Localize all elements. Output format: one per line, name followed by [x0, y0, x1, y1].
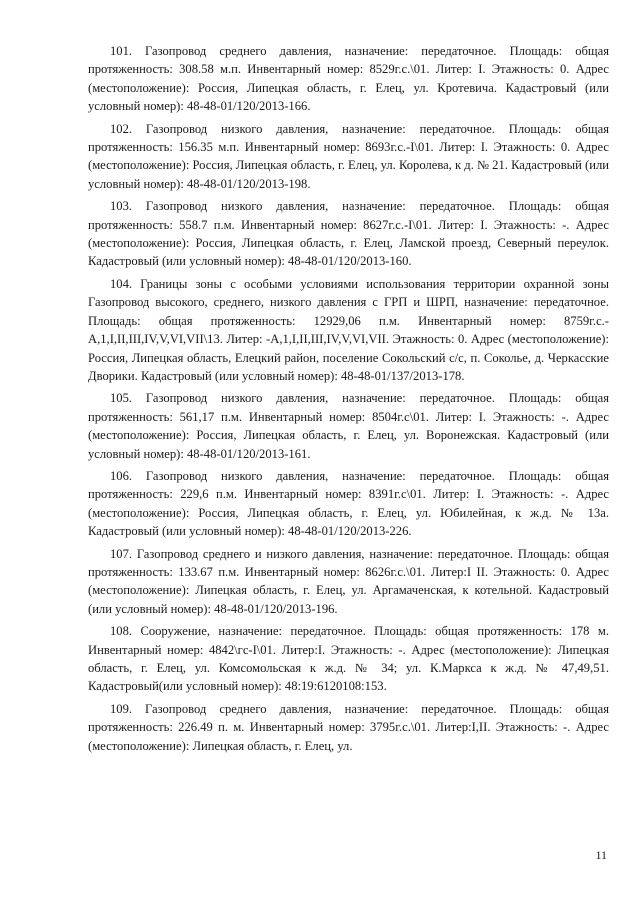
- list-item-101: 101. Газопровод среднего давления, назначение: передаточное. Площадь: общая протяженность: 308.58 м.п. Инвентарный номер: 8529г.с.\01. Литер: I. Этажность: 0. Адрес (местоположение): Россия, Липецкая область, г. Елец, ул. Кротевича. Кадастровый (или условный номер): 48-48-01/120/2013-166.: [88, 44, 609, 114]
- document-body: [88, 42, 609, 759]
- list-item-106: 106. Газопровод низкого давления, назначение: передаточное. Площадь: общая протяженность: 229,6 п.м. Инвентарный номер: 8391г.с\01. Литер: I. Этажность: -. Адрес (местоположение): Россия, Липецкая область, г. Елец, ул. Юбилейная, к ж.д. № 13а. Кадастровый (или условный номер): 48-48-01/120/2013-226.: [88, 468, 609, 539]
- list-item-109: 109. Газопровод среднего давления, назначение: передаточное. Площадь: общая протяженность: 226.49 п. м. Инвентарный номер: 3795г.с.\01. Литер:I,II. Этажность: -. Адрес (местоположение): Липецкая область, г. Елец, ул.: [88, 701, 609, 753]
- list-item-104: 104. Границы зоны с особыми условиями использования территории охранной зоны Газопровод высокого, среднего, низкого давления с ГРП и ШРП, назначение: передаточное. Площадь: общая протяженность: 12929,06 п.м. Инвентарный номер: 8759г.с.-А,1,I,II,III,IV,V,VI,VII\13. Литер: -А,1,I,II,III,IV,V,VI,VII. Этажность: 0. Адрес (местоположение): Россия, Липецкая область, Елецкий район, поселение Сокольский с/с, п. Соколье, д. Черкасские Дворики. Кадастровый (или условный номер): 48-48-01/137/2013-178.: [88, 276, 609, 383]
- list-item-105: 105. Газопровод низкого давления, назначение: передаточное. Площадь: общая протяженность: 561,17 п.м. Инвентарный номер: 8504г.с\01. Литер: I. Этажность: -. Адрес (местоположение): Россия, Липецкая область, г. Елец, ул. Воронежская. Кадастровый (или условный номер): 48-48-01/120/2013-161.: [88, 391, 609, 461]
- list-item-108: 108. Сооружение, назначение: передаточное. Площадь: общая протяженность: 178 м. Инвентарный номер: 4842\гс-I\01. Литер:I. Этажность: -. Адрес (местоположение): Липецкая область, г. Елец, ул. Комсомольская к ж.д. № 34; ул. К.Маркса к ж.д. № 47,49,51. Кадастровый(или условный номер): 48:19:6120108:153.: [88, 624, 609, 694]
- list-item-103: 103. Газопровод низкого давления, назначение: передаточное. Площадь: общая протяженность: 558.7 п.м. Инвентарный номер: 8627г.с.-I\01. Литер: I. Этажность: -. Адрес (местоположение): Россия, Липецкая область, г. Елец, Ламской проезд, Северный переулок. Кадастровый (или условный номер): 48-48-01/120/2013-160.: [88, 199, 609, 269]
- list-item-102: 102. Газопровод низкого давления, назначение: передаточное. Площадь: общая протяженность: 156.35 м.п. Инвентарный номер: 8693г.с.-I\01. Литер: I. Этажность: 0. Адрес (местоположение): Россия, Липецкая область, г. Елец, ул. Королева, к д. № 21. Кадастровый (или условный номер): 48-48-01/120/2013-198.: [88, 121, 609, 191]
- page-number: 11: [595, 848, 607, 862]
- list-item-107: 107. Газопровод среднего и низкого давления, назначение: передаточное. Площадь: общая протяженность: 133.67 п.м. Инвентарный номер: 8626г.с.\01. Литер:I II. Этажность: 0. Адрес (местоположение): Липецкая область, г. Елец, ул. Аргамаченская, к котельной. Кадастровый (или условный номер): 48-48-01/120/2013-196.: [88, 546, 609, 616]
